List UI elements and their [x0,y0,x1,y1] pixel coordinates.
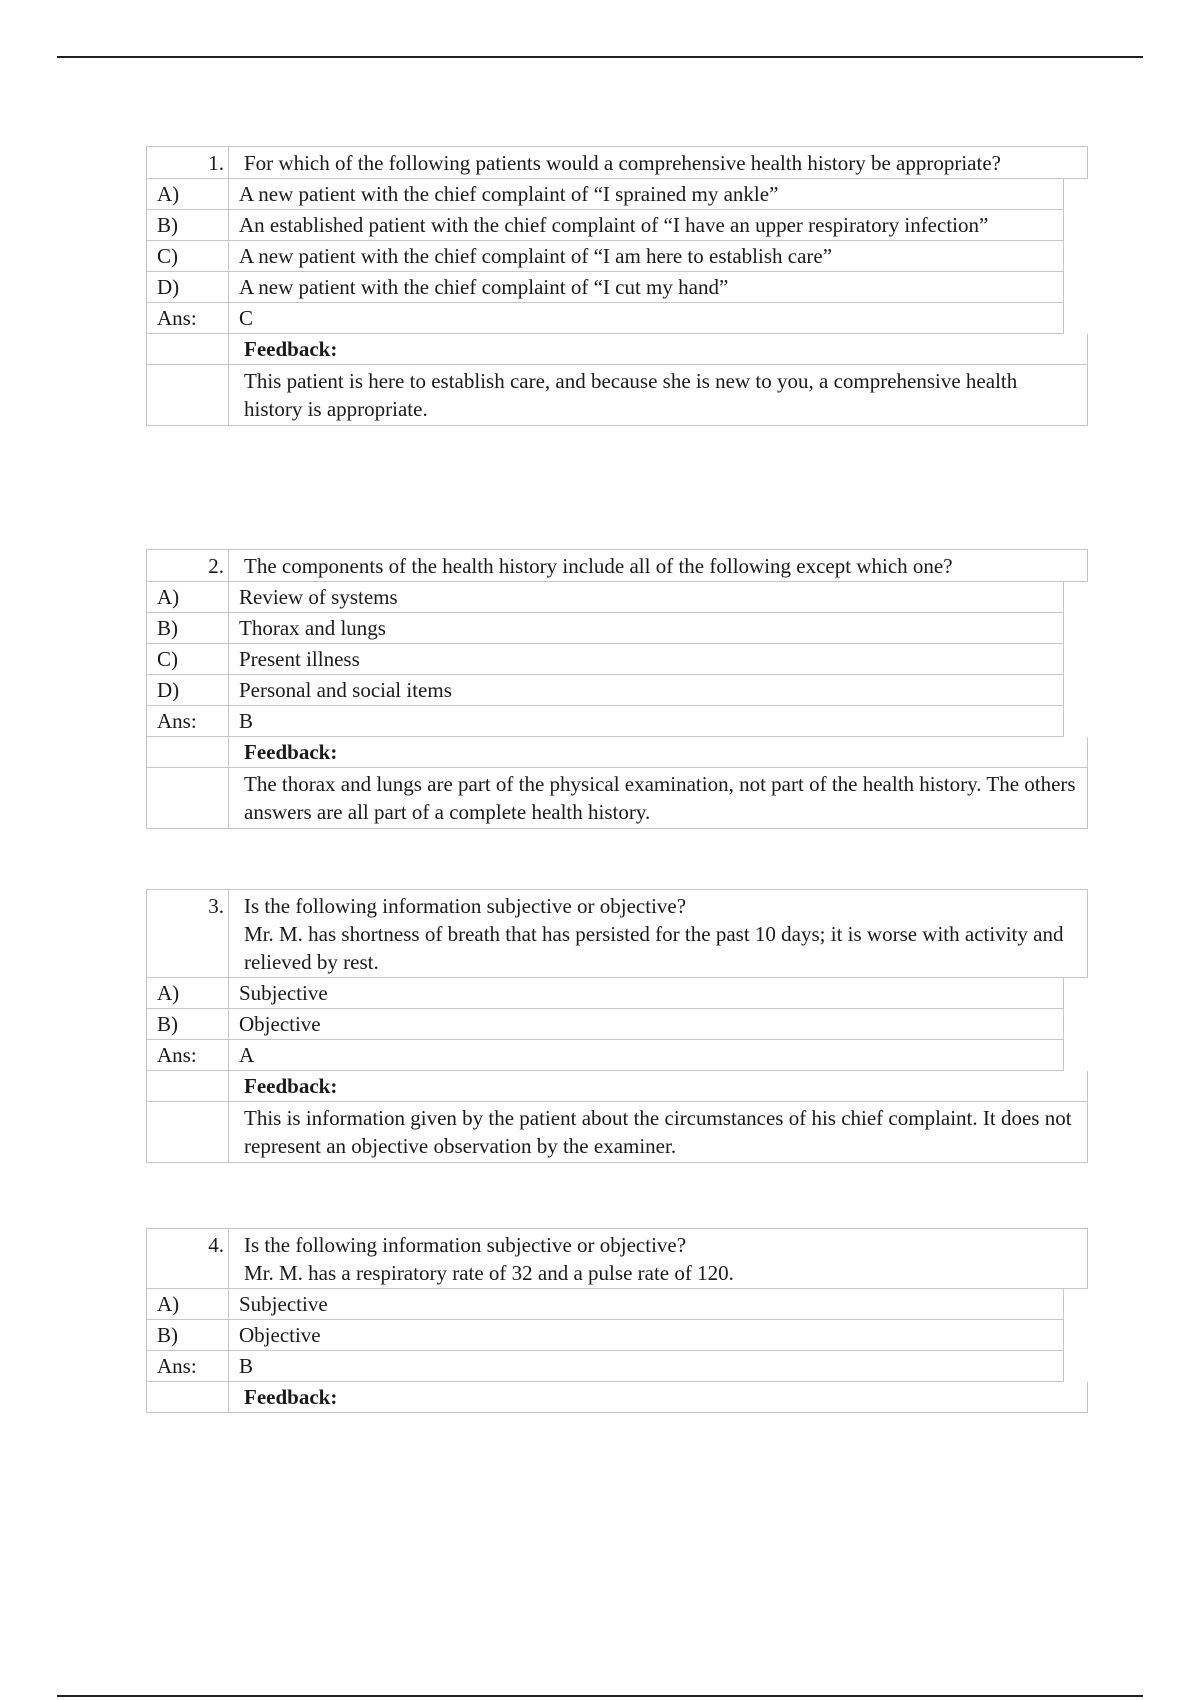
feedback-label: Feedback: [228,737,1088,768]
feedback-header-row [146,334,1088,365]
question-number: 3. [146,889,228,978]
option-letter: B) [146,613,228,644]
option-text: A new patient with the chief complaint of “I am here to establish care” [228,241,1064,272]
question-row [146,889,1088,978]
question-3 [146,889,1088,1163]
question-number: 2. [146,549,228,582]
answer-label: Ans: [146,1351,228,1382]
option-letter: B) [146,210,228,241]
option-row [146,644,1088,675]
option-text: Thorax and lungs [228,613,1064,644]
question-row [146,549,1088,582]
answer-row [146,1351,1088,1382]
option-letter: A) [146,978,228,1009]
question-text: Is the following information subjective or objective? Mr. M. has a respiratory rate of 32 and a pulse rate of 120. [228,1228,1088,1289]
option-text: A new patient with the chief complaint of “I cut my hand” [228,272,1064,303]
option-text: Subjective [228,978,1064,1009]
option-letter: A) [146,179,228,210]
option-letter: B) [146,1009,228,1040]
question-1 [146,146,1088,426]
option-text: Personal and social items [228,675,1064,706]
option-text: A new patient with the chief complaint of “I sprained my ankle” [228,179,1064,210]
answer-value: B [228,1351,1064,1382]
option-row [146,978,1088,1009]
option-text: Review of systems [228,582,1064,613]
feedback-header-row [146,1071,1088,1102]
answer-row [146,706,1088,737]
question-row [146,146,1088,179]
option-row [146,1009,1088,1040]
option-row [146,179,1088,210]
option-letter: D) [146,675,228,706]
option-row [146,272,1088,303]
footer-rule [57,1695,1143,1697]
question-row [146,1228,1088,1289]
feedback-header-row [146,1382,1088,1413]
answer-label: Ans: [146,1040,228,1071]
option-row [146,613,1088,644]
feedback-text: This is information given by the patient about the circumstances of his chief complaint. It does not represent an objective observation by the examiner. [228,1102,1088,1163]
feedback-row [146,365,1088,426]
option-row [146,241,1088,272]
answer-row [146,1040,1088,1071]
question-number: 4. [146,1228,228,1289]
feedback-label: Feedback: [228,1382,1088,1413]
question-text: For which of the following patients would a comprehensive health history be appropriate? [228,146,1088,179]
option-row [146,210,1088,241]
option-text: An established patient with the chief complaint of “I have an upper respiratory infection” [228,210,1064,241]
question-number: 1. [146,146,228,179]
option-letter: D) [146,272,228,303]
answer-row [146,303,1088,334]
option-letter: C) [146,644,228,675]
question-text: Is the following information subjective or objective? Mr. M. has shortness of breath that has persisted for the past 10 days; it is worse with activity and relieved by rest. [228,889,1088,978]
answer-label: Ans: [146,706,228,737]
feedback-row [146,768,1088,829]
feedback-row [146,1102,1088,1163]
feedback-label: Feedback: [228,334,1088,365]
option-letter: B) [146,1320,228,1351]
option-letter: C) [146,241,228,272]
answer-value: B [228,706,1064,737]
header-rule [57,56,1143,58]
feedback-text: The thorax and lungs are part of the physical examination, not part of the health history. The others answers are all part of a complete health history. [228,768,1088,829]
option-letter: A) [146,582,228,613]
question-4 [146,1228,1088,1413]
answer-value: A [228,1040,1064,1071]
option-row [146,1320,1088,1351]
question-text: The components of the health history include all of the following except which one? [228,549,1088,582]
option-text: Present illness [228,644,1064,675]
question-2 [146,549,1088,829]
option-row [146,1289,1088,1320]
answer-value: C [228,303,1064,334]
option-letter: A) [146,1289,228,1320]
option-text: Objective [228,1009,1064,1040]
option-row [146,675,1088,706]
option-row [146,582,1088,613]
option-text: Objective [228,1320,1064,1351]
feedback-header-row [146,737,1088,768]
feedback-label: Feedback: [228,1071,1088,1102]
option-text: Subjective [228,1289,1064,1320]
answer-label: Ans: [146,303,228,334]
feedback-text: This patient is here to establish care, and because she is new to you, a comprehensive health history is appropriate. [228,365,1088,426]
